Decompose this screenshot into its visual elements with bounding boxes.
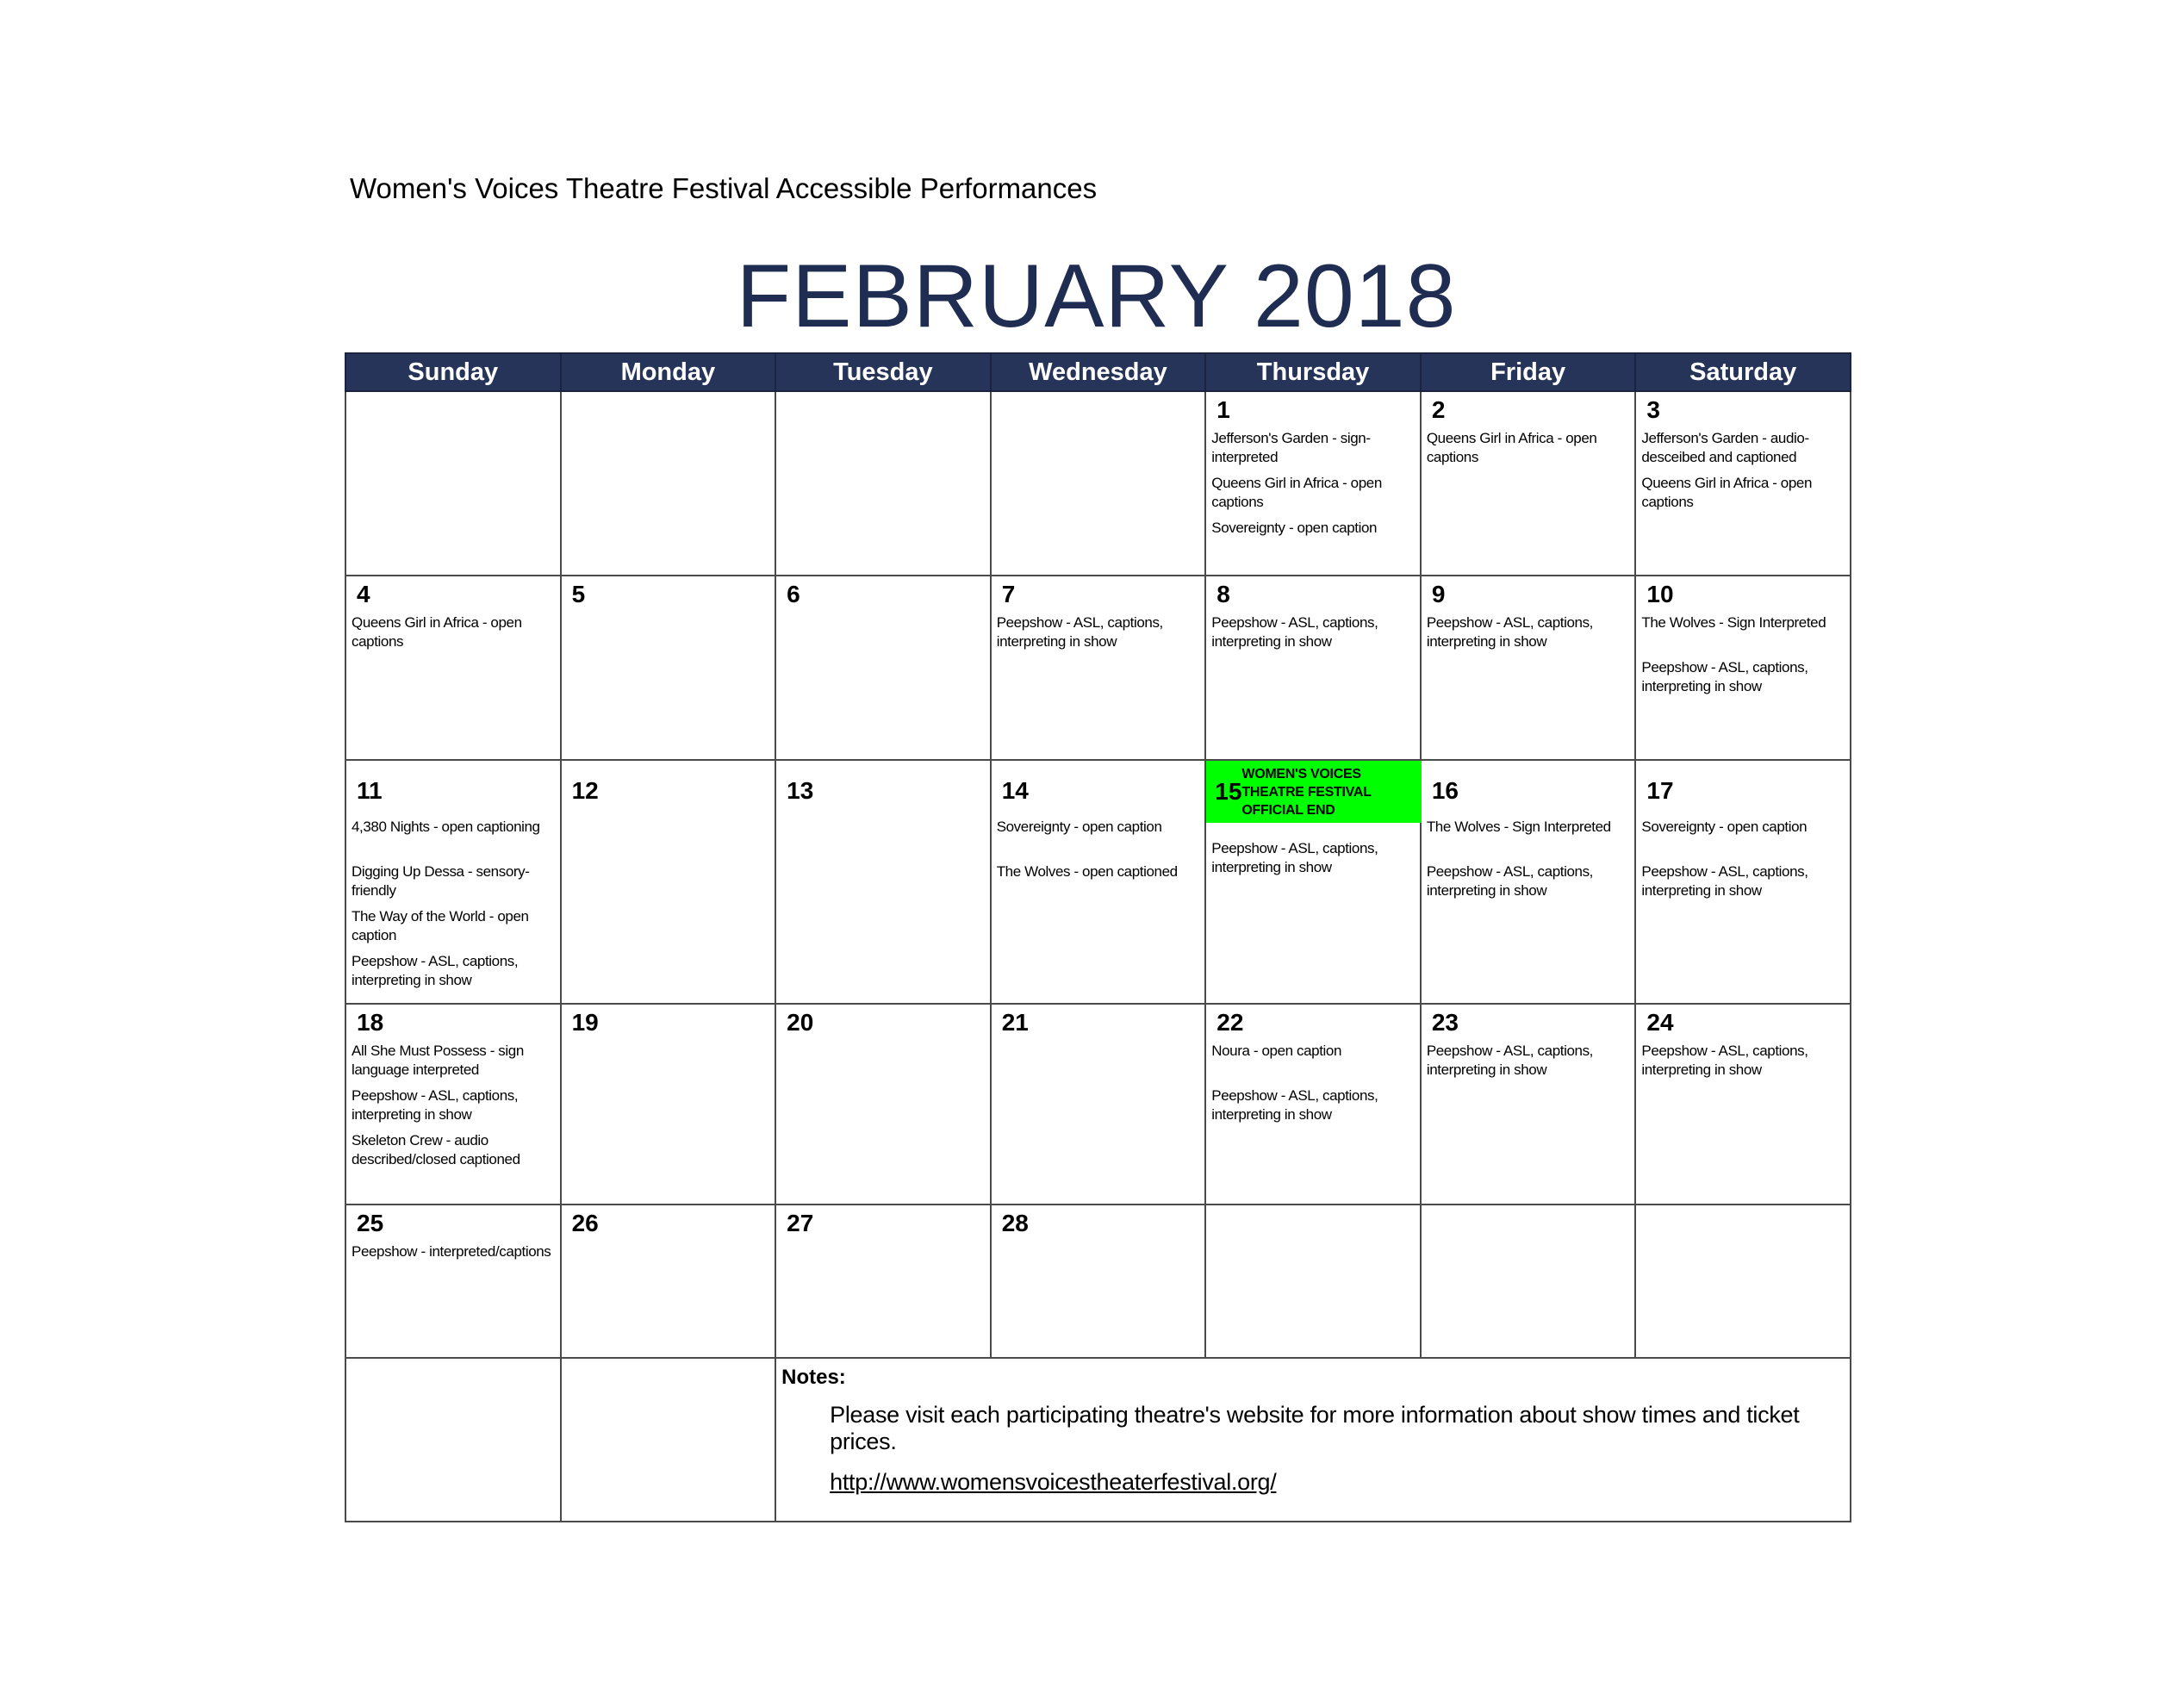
- event-item: Peepshow - ASL, captions, interpreting in show: [1426, 863, 1593, 899]
- event-item: Queens Girl in Africa - open captions: [352, 614, 522, 650]
- event-item: Peepshow - ASL, captions, interpreting in show: [1211, 840, 1378, 875]
- day-cell: [345, 576, 561, 760]
- event-list: [997, 818, 1200, 881]
- day-cell: [991, 1205, 1206, 1358]
- event-item: Queens Girl in Africa - open captions: [1641, 475, 1812, 510]
- event-item: Peepshow - ASL, captions, interpreting in show: [1641, 659, 1808, 694]
- empty-day-cell: [1205, 1205, 1421, 1358]
- day-cell: [1205, 1004, 1421, 1205]
- event-item: Queens Girl in Africa - open captions: [1426, 430, 1597, 465]
- month-title: FEBRUARY 2018: [736, 246, 1457, 346]
- event-list: [1211, 429, 1415, 538]
- day-number: 22: [1216, 1009, 1244, 1036]
- day-number: 5: [571, 581, 586, 607]
- weekday-header: Sunday: [345, 353, 561, 391]
- event-item: Sovereignty - open caption: [1211, 520, 1378, 536]
- day-number: 8: [1216, 581, 1230, 607]
- event-item: Queens Girl in Africa - open captions: [1211, 475, 1382, 510]
- day-number: 23: [1431, 1009, 1459, 1036]
- day-cell: [1635, 391, 1851, 576]
- weekday-header-row: [345, 353, 1851, 391]
- day-number: 12: [571, 777, 599, 804]
- event-list: [1641, 613, 1845, 696]
- weekday-header: Saturday: [1635, 353, 1851, 391]
- day-cell: [1635, 1004, 1851, 1205]
- event-item: Jefferson's Garden - audio-desceibed and captioned: [1641, 430, 1809, 465]
- event-item: Peepshow - ASL, captions, interpreting in show: [1426, 1043, 1593, 1078]
- day-cell: [991, 760, 1206, 1004]
- day-number: 14: [1001, 777, 1029, 804]
- week-row: [345, 760, 1851, 1004]
- day-cell: [775, 1004, 991, 1205]
- event-item: Peepshow - ASL, captions, interpreting in show: [1211, 614, 1378, 650]
- event-list: [1641, 818, 1845, 900]
- day-number: 2: [1431, 396, 1446, 423]
- event-item: Peepshow - ASL, captions, interpreting in show: [1641, 863, 1808, 899]
- empty-day-cell: [991, 391, 1206, 576]
- event-item: Peepshow - ASL, captions, interpreting in show: [1426, 614, 1593, 650]
- day-cell: [561, 576, 776, 760]
- empty-day-cell: [775, 391, 991, 576]
- day-number: 28: [1001, 1210, 1029, 1236]
- day-number: 24: [1646, 1009, 1674, 1036]
- day-number: 16: [1431, 777, 1459, 804]
- day-cell: [345, 1004, 561, 1205]
- day-cell: [1421, 1004, 1636, 1205]
- day-cell: [775, 576, 991, 760]
- weekday-header: Wednesday: [991, 353, 1206, 391]
- event-item: 4,380 Nights - open captioning: [352, 819, 540, 835]
- day-number: 19: [571, 1009, 599, 1036]
- weekday-header: Tuesday: [775, 353, 991, 391]
- event-list: [352, 1242, 555, 1261]
- event-item: Peepshow - ASL, captions, interpreting in show: [352, 953, 519, 988]
- event-list: [352, 613, 555, 651]
- day-cell: [1205, 391, 1421, 576]
- event-item: Sovereignty - open caption: [1641, 819, 1808, 835]
- event-item: Skeleton Crew - audio described/closed captioned: [352, 1132, 520, 1167]
- festival-end-label: WOMEN'S VOICES THEATRE FESTIVAL OFFICIAL END: [1241, 766, 1372, 818]
- week-row: [345, 1004, 1851, 1205]
- day-cell: [561, 1205, 776, 1358]
- notes-text: Please visit each participating theatre's website for more information about show times and ticket prices.: [830, 1402, 1800, 1454]
- empty-day-cell: [1635, 1205, 1851, 1358]
- day-number: 20: [787, 1009, 814, 1036]
- event-item: The Wolves - Sign Interpreted: [1426, 819, 1611, 835]
- day-cell: [775, 760, 991, 1004]
- event-item: Peepshow - ASL, captions, interpreting in show: [1211, 1087, 1378, 1123]
- festival-website-link[interactable]: http://www.womensvoicestheaterfestival.org/: [830, 1469, 1277, 1495]
- day-number: 6: [787, 581, 800, 607]
- day-number: 25: [357, 1210, 384, 1236]
- event-list: [1641, 1042, 1845, 1080]
- document-title: Women's Voices Theatre Festival Accessible Performances: [350, 172, 1098, 204]
- day-number: 27: [787, 1210, 814, 1236]
- empty-day-cell: [1421, 1205, 1636, 1358]
- day-cell: [1421, 391, 1636, 576]
- day-cell: [561, 760, 776, 1004]
- day-cell: [1421, 576, 1636, 760]
- event-item: All She Must Possess - sign language interpreted: [352, 1043, 524, 1078]
- event-list: [1427, 613, 1630, 651]
- event-item: Jefferson's Garden - sign-interpreted: [1211, 430, 1371, 465]
- day-number: 15: [1215, 778, 1242, 805]
- event-list: [997, 613, 1200, 651]
- day-cell: [345, 760, 561, 1004]
- day-number: 21: [1001, 1009, 1029, 1036]
- day-number: 10: [1646, 581, 1674, 607]
- notes-empty-cell: [561, 1358, 776, 1522]
- day-cell: [561, 1004, 776, 1205]
- day-number: 7: [1001, 581, 1016, 607]
- notes-empty-cell: [345, 1358, 561, 1522]
- day-cell: [991, 576, 1206, 760]
- empty-day-cell: [561, 391, 776, 576]
- day-number: 13: [787, 777, 814, 804]
- event-item: Peepshow - ASL, captions, interpreting in show: [1641, 1043, 1808, 1078]
- weekday-header: Friday: [1421, 353, 1636, 391]
- day-number: 4: [357, 581, 370, 607]
- event-item: Peepshow - ASL, captions, interpreting in show: [996, 614, 1163, 650]
- festival-end-banner: [1206, 761, 1422, 823]
- weekday-header: Thursday: [1205, 353, 1421, 391]
- day-number: 11: [357, 777, 383, 804]
- event-list: [1427, 1042, 1630, 1080]
- day-cell: [991, 1004, 1206, 1205]
- notes-row: [345, 1358, 1851, 1522]
- notes-label: Notes:: [781, 1366, 846, 1389]
- event-item: Sovereignty - open caption: [996, 819, 1162, 835]
- day-number: 18: [357, 1009, 384, 1036]
- event-item: Peepshow - ASL, captions, interpreting in show: [352, 1087, 519, 1123]
- day-cell: [345, 1205, 561, 1358]
- event-list: [352, 818, 555, 990]
- day-cell: [775, 1205, 991, 1358]
- week-row: [345, 576, 1851, 760]
- event-item: Digging Up Dessa - sensory-friendly: [352, 863, 530, 899]
- calendar-grid: [345, 352, 1851, 1522]
- event-list: [1211, 613, 1415, 651]
- event-item: The Wolves - open captioned: [996, 863, 1178, 880]
- event-list: [1427, 429, 1630, 467]
- weekday-header: Monday: [561, 353, 776, 391]
- event-list: [1211, 1042, 1415, 1124]
- week-row: [345, 391, 1851, 576]
- day-cell: [1635, 760, 1851, 1004]
- event-list: [352, 1042, 555, 1169]
- event-item: Peepshow - interpreted/captions: [352, 1243, 551, 1260]
- day-cell: [1635, 576, 1851, 760]
- day-number: 3: [1646, 396, 1660, 423]
- day-cell: [1205, 760, 1421, 1004]
- event-item: The Wolves - Sign Interpreted: [1641, 614, 1826, 631]
- week-row: [345, 1205, 1851, 1358]
- event-list: [1427, 818, 1630, 900]
- day-cell: [1205, 576, 1421, 760]
- day-number: 1: [1216, 396, 1230, 423]
- day-cell: [1421, 760, 1636, 1004]
- event-item: Noura - open caption: [1211, 1043, 1342, 1059]
- empty-day-cell: [345, 391, 561, 576]
- event-item: The Way of the World - open caption: [352, 908, 529, 943]
- notes-cell: [775, 1358, 1851, 1522]
- event-list: [1641, 429, 1845, 512]
- day-number: 26: [571, 1210, 599, 1236]
- day-number: 17: [1646, 777, 1674, 804]
- day-number: 9: [1431, 581, 1446, 607]
